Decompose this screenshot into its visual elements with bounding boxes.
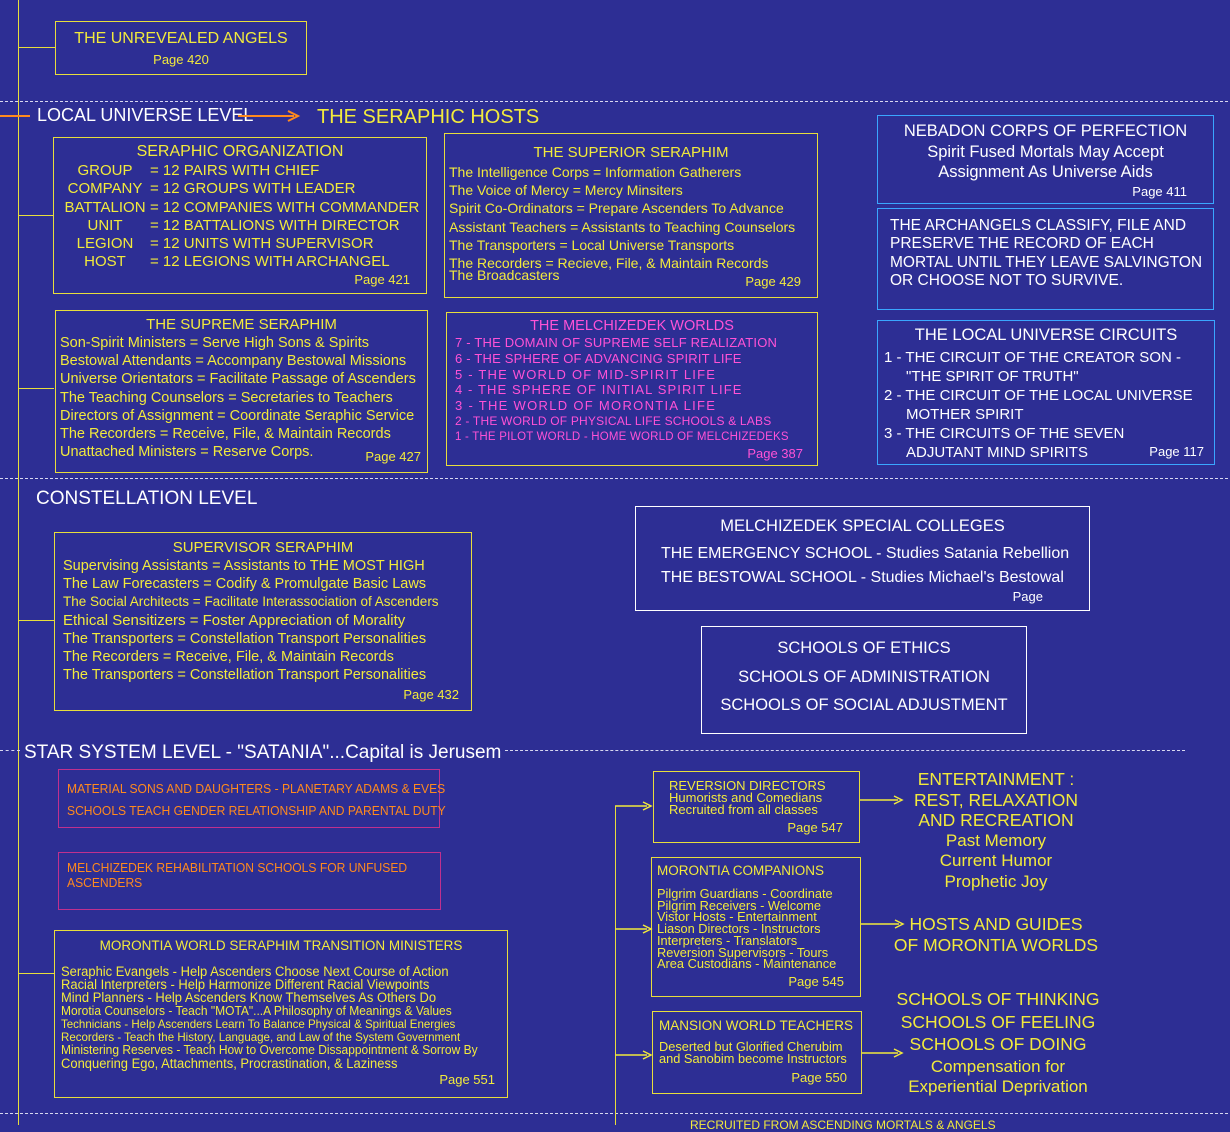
reversion-page: Page 547	[787, 820, 843, 835]
supreme-line: Unattached Ministers = Reserve Corps.	[60, 444, 314, 461]
school-line: SCHOOLS OF ETHICS	[777, 639, 951, 657]
companion-line: Liason Directors - Instructors	[657, 921, 821, 937]
mansion-title: MANSION WORLD TEACHERS	[659, 1018, 854, 1033]
reversion-text	[669, 780, 826, 816]
supervisor-line: Supervising Assistants = Assistants to THE MOST HIGH	[63, 558, 425, 574]
archangels-line: OR CHOOSE NOT TO SURVIVE.	[890, 271, 1124, 289]
nebadon-corps-box	[877, 115, 1214, 204]
material-line: MATERIAL SONS AND DAUGHTERS - PLANETARY ADAMS & EVES	[67, 781, 446, 796]
nebadon-text	[878, 121, 1213, 183]
supervisor-seraphim-box	[54, 532, 472, 711]
entertainment-line: Past Memory	[945, 830, 1047, 850]
archangels-line: PRESERVE THE RECORD OF EACH	[890, 235, 1154, 253]
companions-page: Page 545	[788, 974, 844, 989]
supreme-line: Universe Orientators = Facilitate Passage of Ascenders	[60, 371, 416, 388]
college-name: THE EMERGENCY SCHOOL	[661, 545, 872, 562]
divider-local	[0, 101, 1228, 102]
morontia-companions-box	[651, 857, 861, 997]
supervisor-title: SUPERVISOR SERAPHIM	[172, 539, 354, 556]
superior-line: Spirit Co-Ordinators = Prepare Ascenders To Advance	[449, 200, 784, 217]
companion-line: Pilgrim Guardians - Coordinate	[657, 886, 833, 901]
supreme-line: Son-Spirit Ministers = Serve High Sons & Spirits	[60, 335, 370, 351]
circuit-line: MOTHER SPIRIT	[906, 405, 1024, 423]
companion-line: Area Custodians - Maintenance	[657, 956, 837, 972]
divider-star-left	[0, 750, 20, 751]
unrevealed-page: Page 420	[153, 52, 209, 67]
org-desc: = 12 GROUPS WITH LEADER	[150, 180, 356, 198]
world-line: 6 - THE SPHERE OF ADVANCING SPIRIT LIFE	[455, 350, 742, 366]
tree-spine-line	[615, 806, 616, 1125]
org-desc: = 12 PAIRS WITH CHIEF	[150, 162, 320, 179]
ministers-line: Ministering Reserves - Teach How to Overcome Dissappointment & Sorrow By	[61, 1043, 478, 1058]
school-line: SCHOOLS OF ADMINISTRATION	[738, 667, 990, 686]
supervisor-page: Page 432	[403, 687, 459, 702]
morontia-seraphim-list	[61, 965, 478, 1071]
superior-seraphim-box	[444, 133, 818, 298]
companion-line: Pilgrim Receivers - Welcome	[657, 897, 822, 913]
companion-line: Interpreters - Translators	[657, 932, 798, 948]
circuits-page: Page 117	[1149, 444, 1204, 459]
thinking-line: SCHOOLS OF FEELING	[900, 1011, 1096, 1032]
thinking-line: Compensation for	[930, 1056, 1066, 1076]
world-line: 7 - THE DOMAIN OF SUPREME SELF REALIZATION	[455, 335, 778, 350]
unrevealed-angels-box	[55, 21, 307, 75]
world-line: 4 - THE SPHERE OF INITIAL SPIRIT LIFE	[455, 382, 743, 398]
world-line: 1 - THE PILOT WORLD - HOME WORLD OF MELCHIZEDEKS	[455, 430, 789, 443]
star-system-level-label: STAR SYSTEM LEVEL - "SATANIA"...Capital is Jerusem	[24, 742, 502, 763]
org-unit: HOST	[84, 253, 126, 271]
melchizedek-worlds-title: THE MELCHIZEDEK WORLDS	[530, 318, 734, 334]
nebadon-page: Page 411	[1132, 184, 1187, 199]
thinking-line: SCHOOLS OF DOING	[909, 1034, 1087, 1054]
entertainment-line: ENTERTAINMENT :	[917, 769, 1075, 789]
colleges-list	[661, 542, 1069, 590]
superior-line: The Voice of Mercy = Mercy Minsiters	[449, 182, 683, 199]
org-desc: = 12 LEGIONS WITH ARCHANGEL	[150, 253, 390, 271]
supreme-title: THE SUPREME SERAPHIM	[146, 316, 337, 333]
unrevealed-title: THE UNREVEALED ANGELS	[74, 30, 288, 47]
bottom-cutoff-text: RECRUITED FROM ASCENDING MORTALS & ANGELS	[690, 1118, 996, 1132]
nebadon-line: Spirit Fused Mortals May Accept	[927, 142, 1164, 161]
colleges-page: Page	[1012, 589, 1043, 604]
supreme-line: The Recorders = Receive, File, & Maintain Records	[60, 426, 391, 443]
reversion-line: Recruited from all classes	[669, 802, 818, 817]
org-unit: GROUP	[77, 162, 133, 179]
college-desc: - Studies Satania Rebellion	[871, 545, 1070, 562]
hosts-guides-line: OF MORONTIA WORLDS	[893, 935, 1099, 955]
connector-morontia-seraphim	[18, 973, 54, 974]
material-line: SCHOOLS TEACH GENDER RELATIONSHIP AND PARENTAL DUTY	[67, 803, 446, 818]
companion-line: Vistor Hosts - Entertainment	[657, 909, 817, 925]
entertainment-text	[896, 769, 1096, 892]
divider-bottom	[0, 1113, 1228, 1114]
mansion-line: and Sanobim become Instructors	[659, 1050, 847, 1066]
supervisor-line: The Transporters = Constellation Transport Personalities	[63, 667, 427, 684]
supervisor-line: The Transporters = Constellation Transport Personalities	[63, 630, 427, 647]
college-line	[661, 542, 1069, 566]
archangels-line: MORTAL UNTIL THEY LEAVE SALVINGTON	[890, 253, 1203, 271]
org-unit: LEGION	[76, 235, 134, 253]
circuit-line: "THE SPIRIT OF TRUTH"	[906, 367, 1079, 385]
connector-seraphic-org	[18, 215, 54, 216]
ministers-line: Technicians - Help Ascenders Learn To Balance Physical & Spiritual Energies	[61, 1016, 456, 1031]
reversion-directors-box	[653, 771, 860, 843]
circuit-line: ADJUTANT MIND SPIRITS	[906, 443, 1088, 461]
connector-unrevealed	[18, 47, 55, 48]
org-unit: UNIT	[87, 216, 123, 234]
divider-constellation	[0, 478, 1228, 479]
thinking-text	[892, 988, 1104, 1096]
superior-line: Assistant Teachers = Assistants to Teaching Counselors	[449, 218, 796, 235]
reversion-line: Humorists and Comedians	[669, 790, 823, 805]
schools-ethics-box	[701, 626, 1027, 734]
seraphic-org-descs	[150, 162, 419, 272]
superior-line: The Recorders = Recieve, File, & Maintain Records	[449, 255, 769, 272]
supreme-line: Directors of Assignment = Coordinate Seraphic Service	[60, 407, 415, 424]
morontia-seraphim-box	[54, 930, 508, 1098]
supreme-page: Page 427	[365, 449, 421, 464]
archangels-line: THE ARCHANGELS CLASSIFY, FILE AND	[890, 217, 1187, 234]
superior-line: The Broadcasters	[449, 267, 560, 284]
circuit-line: 1 - THE CIRCUIT OF THE CREATOR SON -	[884, 349, 1181, 366]
divider-star-right	[505, 750, 1185, 751]
circuits-list	[884, 349, 1193, 462]
material-sons-box	[58, 769, 446, 828]
companions-title: MORONTIA COMPANIONS	[657, 863, 825, 878]
melchizedek-colleges-box	[635, 506, 1090, 611]
seraphic-org-page: Page 421	[354, 272, 410, 287]
org-unit: COMPANY	[67, 180, 143, 198]
entertainment-line: REST, RELAXATION	[913, 789, 1079, 810]
hosts-guides-text	[893, 914, 1099, 956]
college-line	[661, 566, 1069, 590]
entertainment-line: AND RECREATION	[918, 810, 1074, 830]
arrow-right-icon	[615, 1049, 653, 1061]
school-line: SCHOOLS OF SOCIAL ADJUSTMENT	[720, 696, 1008, 715]
arrow-right-icon	[615, 800, 653, 812]
melchizedek-worlds-page: Page 387	[747, 446, 803, 461]
world-line: 2 - THE WORLD OF PHYSICAL LIFE SCHOOLS & LABS	[455, 413, 772, 428]
mansion-world-teachers-box	[652, 1011, 862, 1094]
arrow-right-icon	[238, 109, 302, 123]
supreme-seraphim-box	[55, 310, 428, 473]
mansion-line: Deserted but Glorified Cherubim	[659, 1039, 843, 1054]
org-desc: = 12 UNITS WITH SUPERVISOR	[150, 235, 374, 253]
superior-title: THE SUPERIOR SERAPHIM	[533, 144, 729, 161]
supervisor-line: The Social Architects = Facilitate Interassociation of Ascenders	[63, 594, 439, 610]
seraphic-organization-box	[53, 137, 427, 294]
superior-list	[449, 163, 795, 284]
companion-line: Reversion Supervisors - Tours	[657, 944, 829, 960]
ministers-line: Racial Interpreters - Help Harmonize Different Racial Viewpoints	[61, 977, 430, 993]
melchizedek-worlds-list	[455, 335, 789, 446]
circuit-line: 2 - THE CIRCUIT OF THE LOCAL UNIVERSE	[884, 386, 1193, 404]
world-line: 5 - THE WORLD OF MID-SPIRIT LIFE	[455, 366, 717, 382]
mansion-page: Page 550	[791, 1070, 847, 1085]
ministers-line: Seraphic Evangels - Help Ascenders Choose Next Course of Action	[61, 964, 449, 979]
org-unit: BATTALION	[64, 198, 146, 216]
constellation-level-label: CONSTELLATION LEVEL	[36, 488, 258, 509]
ministers-line: Conquering Ego, Attachments, Procrastination, & Laziness	[61, 1056, 398, 1072]
college-desc: - Studies Michael's Bestowal	[856, 569, 1064, 586]
ministers-line: Morotia Counselors - Teach "MOTA"...A Philosophy of Meanings & Values	[61, 1003, 452, 1018]
companions-list	[657, 888, 836, 970]
ministers-line: Recorders - Teach the History, Language, and Law of the System Government	[61, 1030, 461, 1045]
entertainment-line: Prophetic Joy	[944, 871, 1048, 891]
morontia-seraphim-page: Page 551	[439, 1072, 495, 1087]
rehab-text: MELCHIZEDEK REHABILITATION SCHOOLS FOR UNFUSED ASCENDERS	[67, 860, 408, 890]
org-desc: = 12 COMPANIES WITH COMMANDER	[150, 198, 420, 216]
supervisor-line: The Law Forecasters = Codify & Promulgate Basic Laws	[63, 576, 427, 593]
nebadon-line: Assignment As Universe Aids	[938, 163, 1153, 181]
local-lead-line	[0, 115, 30, 117]
supervisor-line: The Recorders = Receive, File, & Maintain Records	[63, 649, 394, 666]
supervisor-line: Ethical Sensitizers = Foster Appreciation of Morality	[63, 611, 406, 629]
schools-list	[702, 634, 1026, 720]
hosts-guides-line: HOSTS AND GUIDES	[909, 914, 1083, 934]
supreme-line: The Teaching Counselors = Secretaries to Teachers	[60, 389, 393, 406]
supervisor-list	[63, 557, 439, 684]
melchizedek-worlds-box	[446, 312, 818, 466]
archangels-box	[877, 208, 1214, 310]
thinking-line: Experiential Deprivation	[908, 1076, 1088, 1096]
seraphic-org-title: SERAPHIC ORGANIZATION	[136, 143, 344, 160]
world-line: 3 - THE WORLD OF MORONTIA LIFE	[455, 398, 717, 414]
circuits-title: THE LOCAL UNIVERSE CIRCUITS	[914, 326, 1178, 344]
superior-page: Page 429	[745, 274, 801, 289]
local-universe-circuits-box	[877, 320, 1215, 465]
rehabilitation-box	[58, 852, 441, 910]
reversion-line: REVERSION DIRECTORS	[669, 778, 826, 793]
superior-line: The Intelligence Corps = Information Gatherers	[449, 164, 742, 180]
connector-supreme	[18, 388, 54, 389]
ministers-line: Mind Planners - Help Ascenders Know Themselves As Others Do	[61, 990, 437, 1006]
main-spine-line	[18, 0, 19, 1125]
mansion-text	[659, 1041, 847, 1065]
arrow-right-icon	[615, 923, 653, 935]
supreme-line: Bestowal Attendants = Accompany Bestowal Missions	[60, 353, 407, 370]
morontia-seraphim-title: MORONTIA WORLD SERAPHIM TRANSITION MINISTERS	[99, 938, 463, 953]
seraphic-hosts-label: THE SERAPHIC HOSTS	[317, 106, 540, 128]
archangels-text	[890, 217, 1202, 290]
colleges-title: MELCHIZEDEK SPECIAL COLLEGES	[720, 517, 1005, 535]
local-universe-label: LOCAL UNIVERSE LEVEL	[37, 105, 254, 125]
entertainment-line: Current Humor	[939, 851, 1053, 870]
thinking-line: SCHOOLS OF THINKING	[896, 989, 1100, 1009]
supreme-list	[60, 334, 416, 461]
college-name: THE BESTOWAL SCHOOL	[661, 569, 857, 586]
nebadon-line: NEBADON CORPS OF PERFECTION	[903, 122, 1188, 140]
circuit-line: 3 - THE CIRCUITS OF THE SEVEN	[884, 424, 1125, 442]
material-text	[67, 778, 446, 822]
seraphic-org-units	[58, 162, 152, 272]
org-desc: = 12 BATTALIONS WITH DIRECTOR	[150, 216, 400, 234]
superior-line: The Transporters = Local Universe Transports	[449, 236, 735, 253]
connector-supervisor	[18, 620, 54, 621]
